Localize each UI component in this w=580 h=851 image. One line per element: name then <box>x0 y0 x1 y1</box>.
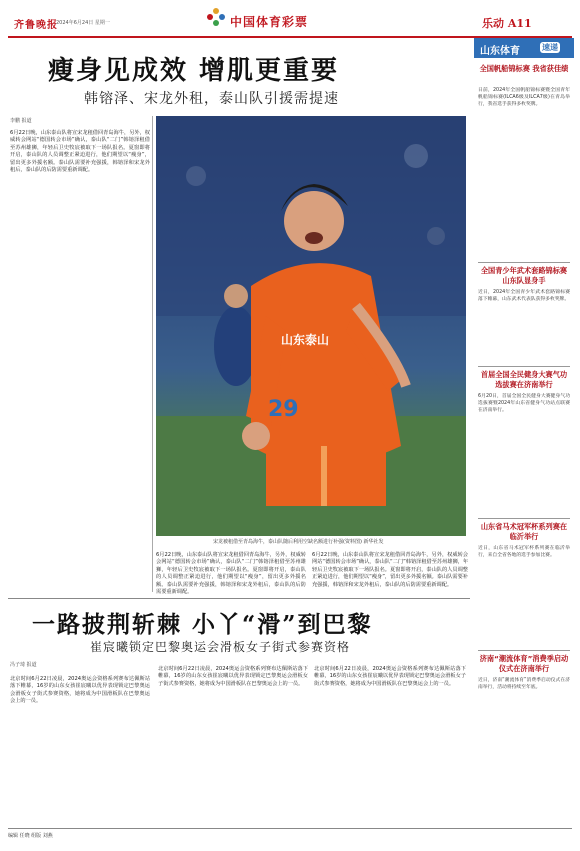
feature-divider <box>8 598 470 599</box>
footer-rule <box>8 828 572 829</box>
sidebar-item-title: 山东省马术冠军杯系列赛在临沂举行 <box>480 522 568 541</box>
lottery-brand: 中国体育彩票 <box>230 15 309 29</box>
feature-body-col2: 北京时间6月22日凌晨，2024奥运会资格系列赛布达佩斯站落下帷幕，16岁的山东女孩崔宸曦以优异表现锁定巴黎奥运会滑板女子街式参赛资格，她将成为中国滑板队在巴黎奥运会上的一员。 <box>158 666 308 687</box>
footer-credits: 编辑 任晓 组版 刘燕 <box>8 833 53 839</box>
sidebar-divider <box>478 518 570 519</box>
feature-byline: 冯子琦 报道 <box>10 662 37 668</box>
feature-headline: 一路披荆斩棘 小丫“滑”到巴黎 <box>32 611 373 638</box>
issue-date: 2024年6月24日 星期一 <box>56 20 110 26</box>
sidebar-banner-tag: 速递 <box>542 43 558 52</box>
feature-subheadline: 崔宸曦锁定巴黎奥运会滑板女子街式参赛资格 <box>90 640 351 654</box>
sidebar-item-body: 近日，济南“潮流体育”消费季启动仪式在济南举行，活动将持续至年底。 <box>478 678 570 690</box>
main-body-col2: 6月22日晚，山东泰山队将宣宋龙租借回青岛海牛，另外，权威转会网站“德国转会市场”确认，泰山队“二门”韩镕泽租借至苏州雄狮，年轻后卫史牧宸被取下一场队报名。夏窗即将开启，泰山队的人员调整正紧迫进行，他们期望以“瘦身”，留出更多外援名额。泰山队需要补充强援，韩镕泽和宋龙外租后，泰山队的后防需要重新调配。 <box>156 552 306 596</box>
sidebar-item-body: 日前，2024年全国帆船锦标赛暨全国青年帆船锦标赛(ILCA6级及ILCA7级)在青岛举行，我省选手获得多枚奖牌。 <box>478 88 570 107</box>
main-headline: 瘦身见成效 增肌更重要 <box>48 56 340 86</box>
main-byline: 李鹏 报道 <box>10 118 32 124</box>
photo-caption: 宋龙被租借至青岛海牛，泰山队随后利用空缺名额进行补强(资料图) 新华社发 <box>213 539 384 545</box>
sidebar-item-title: 济南“潮流体育”消费季启动仪式在济南举行 <box>479 654 569 673</box>
main-body-col3: 6月22日晚，山东泰山队将宣宋龙租借回青岛海牛，另外，权威转会网站“德国转会市场”确认，泰山队“二门”韩镕泽租借至苏州雄狮，年轻后卫史牧宸被取下一场队报名。夏窗即将开启，泰山队的人员调整正紧迫进行，他们期望以“瘦身”，留出更多外援名额。泰山队需要补充强援，韩镕泽和宋龙外租后，泰山队的后防需要重新调配。 <box>312 552 469 588</box>
sidebar-banner <box>474 38 574 58</box>
main-subheadline: 韩镕泽、宋龙外租，泰山队引援需提速 <box>84 91 339 107</box>
sidebar-item-title: 首届全国全民健身大赛气功选拔赛在济南举行 <box>480 370 568 389</box>
page-number: A11 <box>507 17 532 30</box>
newspaper-logo: 齐鲁晚报 <box>14 20 58 31</box>
sidebar-divider <box>478 262 570 263</box>
feature-body-col3: 北京时间6月22日凌晨，2024奥运会资格系列赛布达佩斯站落下帷幕，16岁的山东女孩崔宸曦以优异表现锁定巴黎奥运会滑板女子街式参赛资格，她将成为中国滑板队在巴黎奥运会上的一员。 <box>314 666 466 687</box>
sidebar-item-body: 近日，山东省马术冠军杯系列赛在临沂举行，来自全省各地的选手参加比赛。 <box>478 546 570 558</box>
player-photo <box>156 116 466 536</box>
svg-text:山东泰山: 山东泰山 <box>281 333 330 347</box>
sidebar-divider <box>478 650 570 651</box>
sidebar-banner-title: 山东体育 <box>480 46 520 57</box>
lottery-logo-icon <box>206 7 226 27</box>
section-title <box>482 15 532 31</box>
sidebar-item-body: 6月20日，首届全国全民健身大赛健身气功选拔赛暨2024年山东省健身气功站点联赛在济南举行。 <box>478 394 570 413</box>
main-body-col1: 6月22日晚，山东泰山队将宣宋龙租借回青岛海牛，另外，权威转会网站“德国转会市场”确认，泰山队“二门”韩镕泽租借至苏州雄狮，年轻后卫史牧宸被取下一场队报名。夏窗即将开启，泰山队的人员调整正紧迫进行，他们期望以“瘦身”，留出更多外援名额。泰山队需要补充强援，韩镕泽和宋龙外租后，泰山队的后防需要重新调配。 <box>10 130 150 174</box>
sidebar-item-title: 全国青少年武术套路锦标赛山东队显身手 <box>480 266 568 285</box>
sidebar-item-body: 近日，2024年全国青少年武术套路锦标赛落下帷幕，山东武术代表队获得多枚奖牌。 <box>478 290 570 302</box>
column-divider <box>152 116 153 592</box>
section-name: 乐动 <box>482 17 504 30</box>
feature-body-col1: 北京时间6月22日凌晨，2024奥运会资格系列赛布达佩斯站落下帷幕，16岁的山东女孩崔宸曦以优异表现锁定巴黎奥运会滑板女子街式参赛资格，她将成为中国滑板队在巴黎奥运会上的一员。 <box>10 676 150 705</box>
sidebar-item-title: 全国帆船锦标赛 我省获佳绩 <box>479 64 569 73</box>
svg-text:29: 29 <box>268 397 299 422</box>
sidebar-divider <box>478 366 570 367</box>
